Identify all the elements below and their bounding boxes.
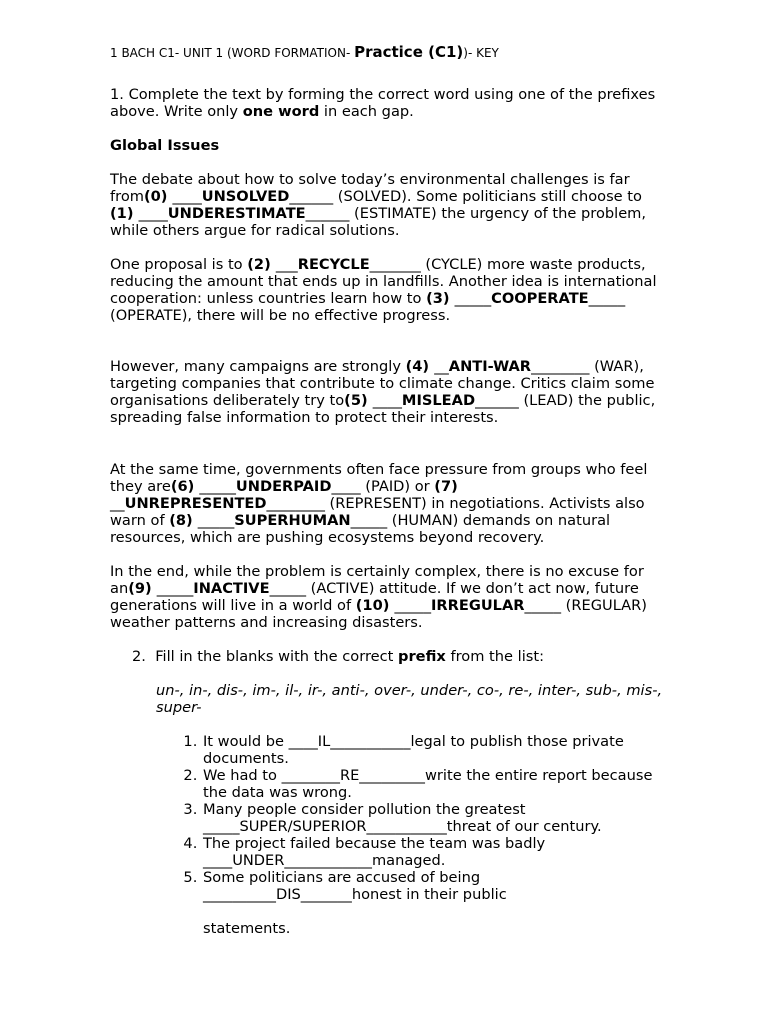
gap-answer: SUPERHUMAN [234, 512, 351, 529]
gap-number: (2) [247, 256, 276, 273]
gap-number: (9) [128, 580, 157, 597]
gap-answer: IRREGULAR [430, 597, 525, 614]
paragraph-text: _____ (HUMAN) demands on natural resources, which are pushing ecosystems beyond recovery. [110, 512, 611, 546]
gap-answer: UNSOLVED [201, 188, 290, 205]
paragraph-text: The debate about how to solve today’s environmental challenges is far from [110, 171, 630, 205]
paragraph-text: _____ (ACTIVE) attitude. If we don’t act now, future generations will live in a world of [110, 580, 639, 614]
instruction-text: 1. Complete the text by forming the correct word using one of the prefixes above. Write only [110, 86, 656, 120]
gap-number: (10) [355, 597, 395, 614]
gap-number: (8) [169, 512, 198, 529]
instruction-text-end: from the list: [445, 648, 544, 665]
gap-answer: UNDERESTIMATE [167, 205, 306, 222]
exercise-number: 2. [132, 648, 146, 665]
instruction-text-end: in each gap. [319, 103, 414, 120]
gap-blank: _____ [197, 512, 235, 529]
gap-blank: ____ [372, 392, 402, 409]
paragraph-text: ________ (WAR), targeting companies that contribute to climate change. Critics claim some organisations deliberately try to [110, 358, 655, 409]
prefix-list: un-, in-, dis-, im-, il-, ir-, anti-, over-, under-, co-, re-, inter-, sub-, mis-, super- [156, 682, 663, 716]
gap-number: (4) [405, 358, 435, 375]
paragraph-text: _____ (OPERATE), there will be no effective progress. [110, 290, 626, 324]
list-item: 4. The project failed because the team was badly ____UNDER____________managed. [202, 835, 672, 869]
instruction-text: Fill in the blanks with the correct [155, 648, 399, 665]
list-item: 3. Many people consider pollution the greatest _____SUPER/SUPERIOR___________threat of our century. [202, 801, 672, 835]
gap-answer: UNDERPAID [235, 478, 332, 495]
paragraph-text: However, many campaigns are strongly [110, 358, 406, 375]
gap-blank: _____ [199, 478, 236, 495]
gap-blank: _____ [394, 597, 431, 614]
header-practice-label: Practice (C1) [354, 43, 464, 61]
paragraph-text: In the end, while the problem is certainly complex, there is no excuse for an [110, 563, 644, 597]
gap-answer: COOPERATE [491, 290, 589, 307]
header-suffix: )- KEY [463, 46, 499, 60]
paragraph-3 [110, 358, 670, 426]
header-prefix: 1 BACH C1- UNIT 1 (WORD FORMATION- [110, 46, 355, 60]
gap-answer: INACTIVE [193, 580, 270, 597]
gap-blank: _____ [454, 290, 492, 307]
list-item: 1. It would be ____IL___________legal to publish those private documents. [202, 733, 672, 767]
gap-number: (6) [170, 478, 200, 495]
paragraph-text: _____ (REGULAR) weather patterns and increasing disasters. [110, 597, 647, 631]
paragraph-text: One proposal is to [110, 256, 248, 273]
gap-number: (0) [143, 188, 173, 205]
paragraph-2 [110, 256, 670, 324]
gap-answer: RECYCLE [297, 256, 370, 273]
gap-number: (1) [110, 205, 139, 222]
gap-blank: ____ [172, 188, 202, 205]
paragraph-1 [110, 171, 670, 239]
paragraph-text: ______ (LEAD) the public, spreading false information to protect their interests. [110, 392, 656, 426]
gap-answer: UNREPRESENTED [124, 495, 267, 512]
document-header [110, 44, 499, 62]
list-item: 2. We had to ________RE_________write the entire report because the data was wrong. [202, 767, 672, 801]
instruction-emphasis: prefix [398, 648, 446, 665]
exercise1-instruction [110, 86, 670, 120]
paragraph-text: ________ (REPRESENT) in negotiations. Activists also warn of [110, 495, 645, 529]
gap-blank: ____ [138, 205, 168, 222]
gap-blank: __ [434, 358, 449, 375]
paragraph-text: ______ (SOLVED). Some politicians still choose to [289, 188, 642, 205]
paragraph-text: At the same time, governments often face pressure from groups who feel they are [110, 461, 648, 495]
gap-number: (5) [344, 392, 373, 409]
gap-answer: MISLEAD [401, 392, 476, 409]
gap-blank: __ [110, 495, 125, 512]
list-item-continuation: statements. [203, 920, 291, 937]
paragraph-4 [110, 461, 670, 546]
paragraph-text: ______ (ESTIMATE) the urgency of the problem, while others argue for radical solutions. [110, 205, 647, 239]
gap-blank: _____ [156, 580, 194, 597]
gap-answer: ANTI-WAR [448, 358, 532, 375]
exercise2-instruction [132, 648, 670, 665]
exercise2-items [180, 733, 672, 903]
paragraph-text: ____ (PAID) or [331, 478, 435, 495]
gap-number: (7) [434, 478, 458, 495]
gap-blank: ___ [275, 256, 298, 273]
instruction-emphasis: one word [242, 103, 320, 120]
paragraph-5 [110, 563, 670, 631]
list-item: 5. Some politicians are accused of being __________DIS_______honest in their public [202, 869, 672, 903]
gap-number: (3) [426, 290, 455, 307]
paragraph-text: _______ (CYCLE) more waste products, reducing the amount that ends up in landfills. Another idea is international cooperation: unless countries learn how to [110, 256, 657, 307]
section-title: Global Issues [110, 137, 220, 154]
